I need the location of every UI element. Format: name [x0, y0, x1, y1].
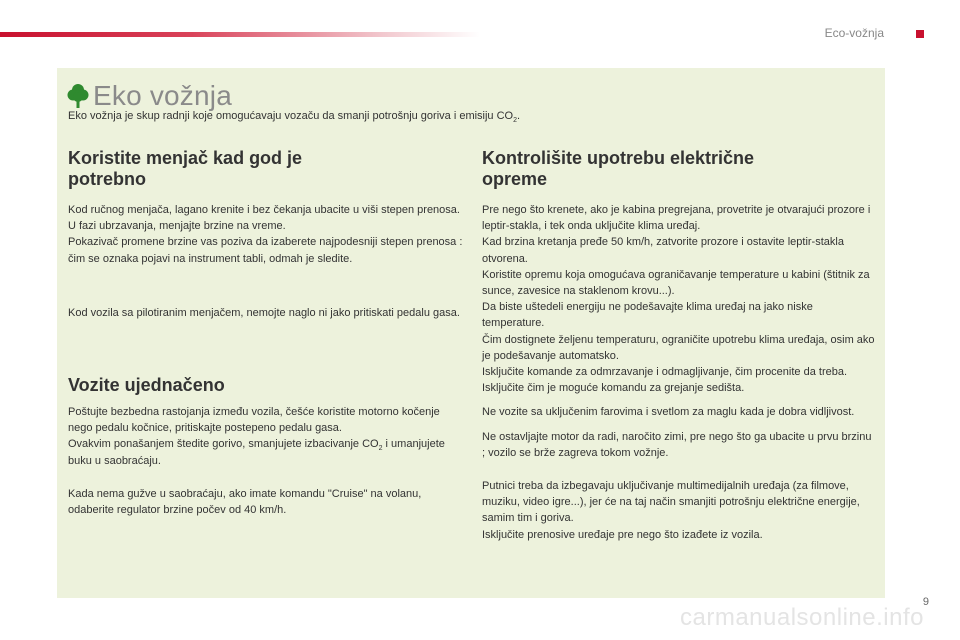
- paragraph-ventilation: Pre nego što krenete, ako je kabina pregrejana, provetrite je otvarajući prozore i leptir-stakla, i tek onda uključite klima uređaj. Kad brzina kretanja pređe 50 km/h, zatvorite prozore i ostavite leptir-stakla otvorena. Koristite opremu koja omogućava ograničavanje temperature u kabini (štitnik za sunce, zavesice na staklenom krovu...). Da biste uštedeli energiju ne podešavajte klima uređaj na jako niske temperature. Čim dostignete željenu temperaturu, ograničite upotrebu klima uređaja, osim ako je podešavanje automatsko. Isključite komande za odmrzavanje i odmagljivanje, čim procenite da treba. Isključite čim je moguće komandu za grejanje sedišta.: [482, 204, 875, 395]
- paragraph-safe-distance: Poštujte bezbedna rastojanja između vozila, češće koristite motorno kočenje nego pedalu kočnice, pritiskajte postepeno pedalu gasa. Ovakvim ponašanjem štedite gorivo, smanjujete izbacivanje $CO_2$ i umanjujete buku u saobraćaju.: [68, 406, 445, 467]
- header-accent-bar: [0, 32, 480, 37]
- section-marker: [916, 30, 924, 38]
- left-column: [68, 148, 463, 518]
- heading-drive-smoothly: Vozite ujednačeno: [68, 375, 225, 396]
- intro-text: Eko vožnja je skup radnji koje omogućavaju vozaču da smanji potrošnju goriva i emisiju $CO_2$.: [68, 110, 521, 125]
- paragraph-engine-idle: Ne ostavljajte motor da radi, naročito zimi, pre nego što ga ubacite u prvu brzinu ; vozilo se brže zagreva tokom vožnje.: [482, 430, 872, 459]
- heading-gearshift: Koristite menjač kad god je potrebno: [68, 148, 303, 189]
- watermark: carmanualsonline.info: [680, 604, 924, 631]
- content-panel: [57, 68, 885, 598]
- right-column: [482, 148, 877, 543]
- heading-electrical: Kontrolišite upotrebu električne opreme: [482, 148, 755, 189]
- tree-icon: [67, 83, 89, 109]
- page-title: Eko vožnja: [93, 80, 232, 111]
- paragraph-manual-gearbox: Kod ručnog menjača, lagano krenite i bez čekanja ubacite u viši stepen prenosa. U fazi ubrzavanja, menjajte brzine na vreme. Pokazivač promene brzine vas poziva da izaberete najpodesniji stepen prenosa : čim se oznaka pojavi na instrument tabli, odmah je sledite.: [68, 204, 463, 265]
- paragraph-piloted-gearbox: Kod vozila sa pilotiranim menjačem, nemojte naglo ni jako pritiskati pedalu gasa.: [68, 306, 460, 319]
- title-row: [67, 80, 232, 112]
- paragraph-multimedia: Putnici treba da izbegavaju uključivanje multimedijalnih uređaja (za filmove, muziku, video igre...), jer će na taj način smanjiti potrošnju električne energije, samim tim i goriva. Isključite prenosive uređaje pre nego što izađete iz vozila.: [482, 480, 860, 541]
- paragraph-headlights: Ne vozite sa uključenim farovima i svetlom za maglu kada je dobra vidljivost.: [482, 406, 855, 419]
- paragraph-cruise: Kada nema gužve u saobraćaju, ako imate komandu "Cruise" na volanu, odaberite regulator brzine počev od 40 km/h.: [68, 487, 422, 517]
- page-number: 9: [922, 596, 929, 608]
- section-label: Eco-vožnja: [824, 26, 884, 40]
